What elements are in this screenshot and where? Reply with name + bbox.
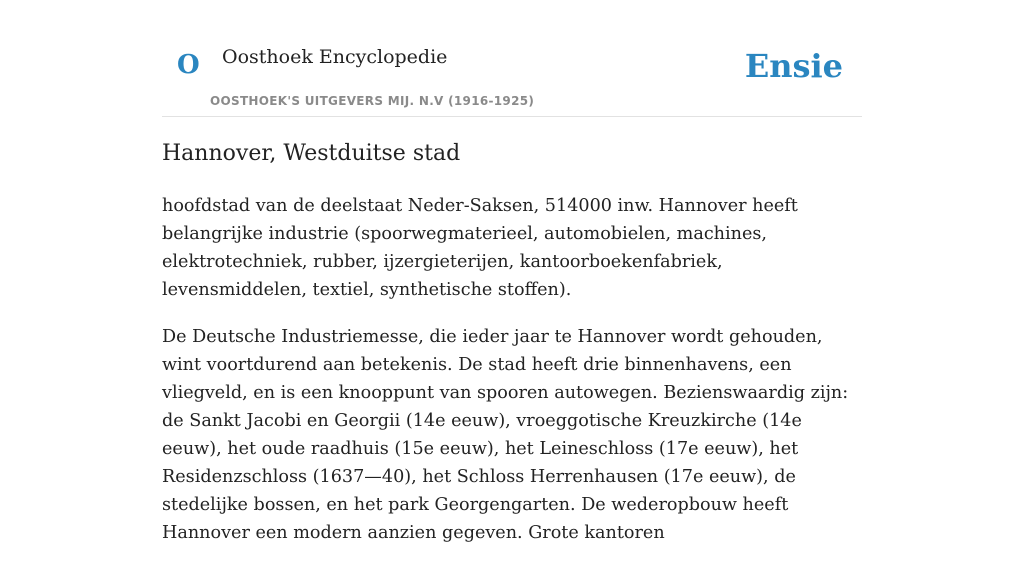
- source-subtitle: OOSTHOEK'S UITGEVERS MIJ. N.V (1916-1925): [210, 94, 535, 108]
- entry-title: Hannover, Westduitse stad: [162, 141, 461, 166]
- entry-paragraph: De Deutsche Industriemesse, die ieder jaar te Hannover wordt gehouden, wint voortdurend aan betekenis. De stad heeft drie binnenhavens, een vliegveld, en is een knooppunt van spooren autowegen. Bezienswaardig zijn: de Sankt Jacobi en Georgii (14e eeuw), vroeggotische Kreuzkirche (14e eeuw), het oude raadhuis (15e eeuw), het Leineschloss (17e eeuw), het Residenzschloss (1637—40), het Schloss Herrenhausen (17e eeuw), de stedelijke bossen, en het park Georgengarten. De wederopbouw heeft Hannover een modern aanzien gegeven. Grote kantoren: [162, 327, 849, 543]
- brand-logo[interactable]: Ensie: [744, 47, 843, 85]
- source-title-link[interactable]: Oosthoek Encyclopedie: [222, 46, 448, 68]
- entry-body: [162, 192, 862, 566]
- source-logo[interactable]: O: [177, 50, 200, 80]
- entry-paragraph: hoofdstad van de deelstaat Neder-Saksen, 514000 inw. Hannover heeft belangrijke industrie (spoorwegmaterieel, automobielen, machines, elektrotechniek, rubber, ijzergieterijen, kantoorboekenfabriek, levensmiddelen, textiel, synthetische stoffen).: [162, 196, 798, 300]
- source-header: [162, 0, 862, 117]
